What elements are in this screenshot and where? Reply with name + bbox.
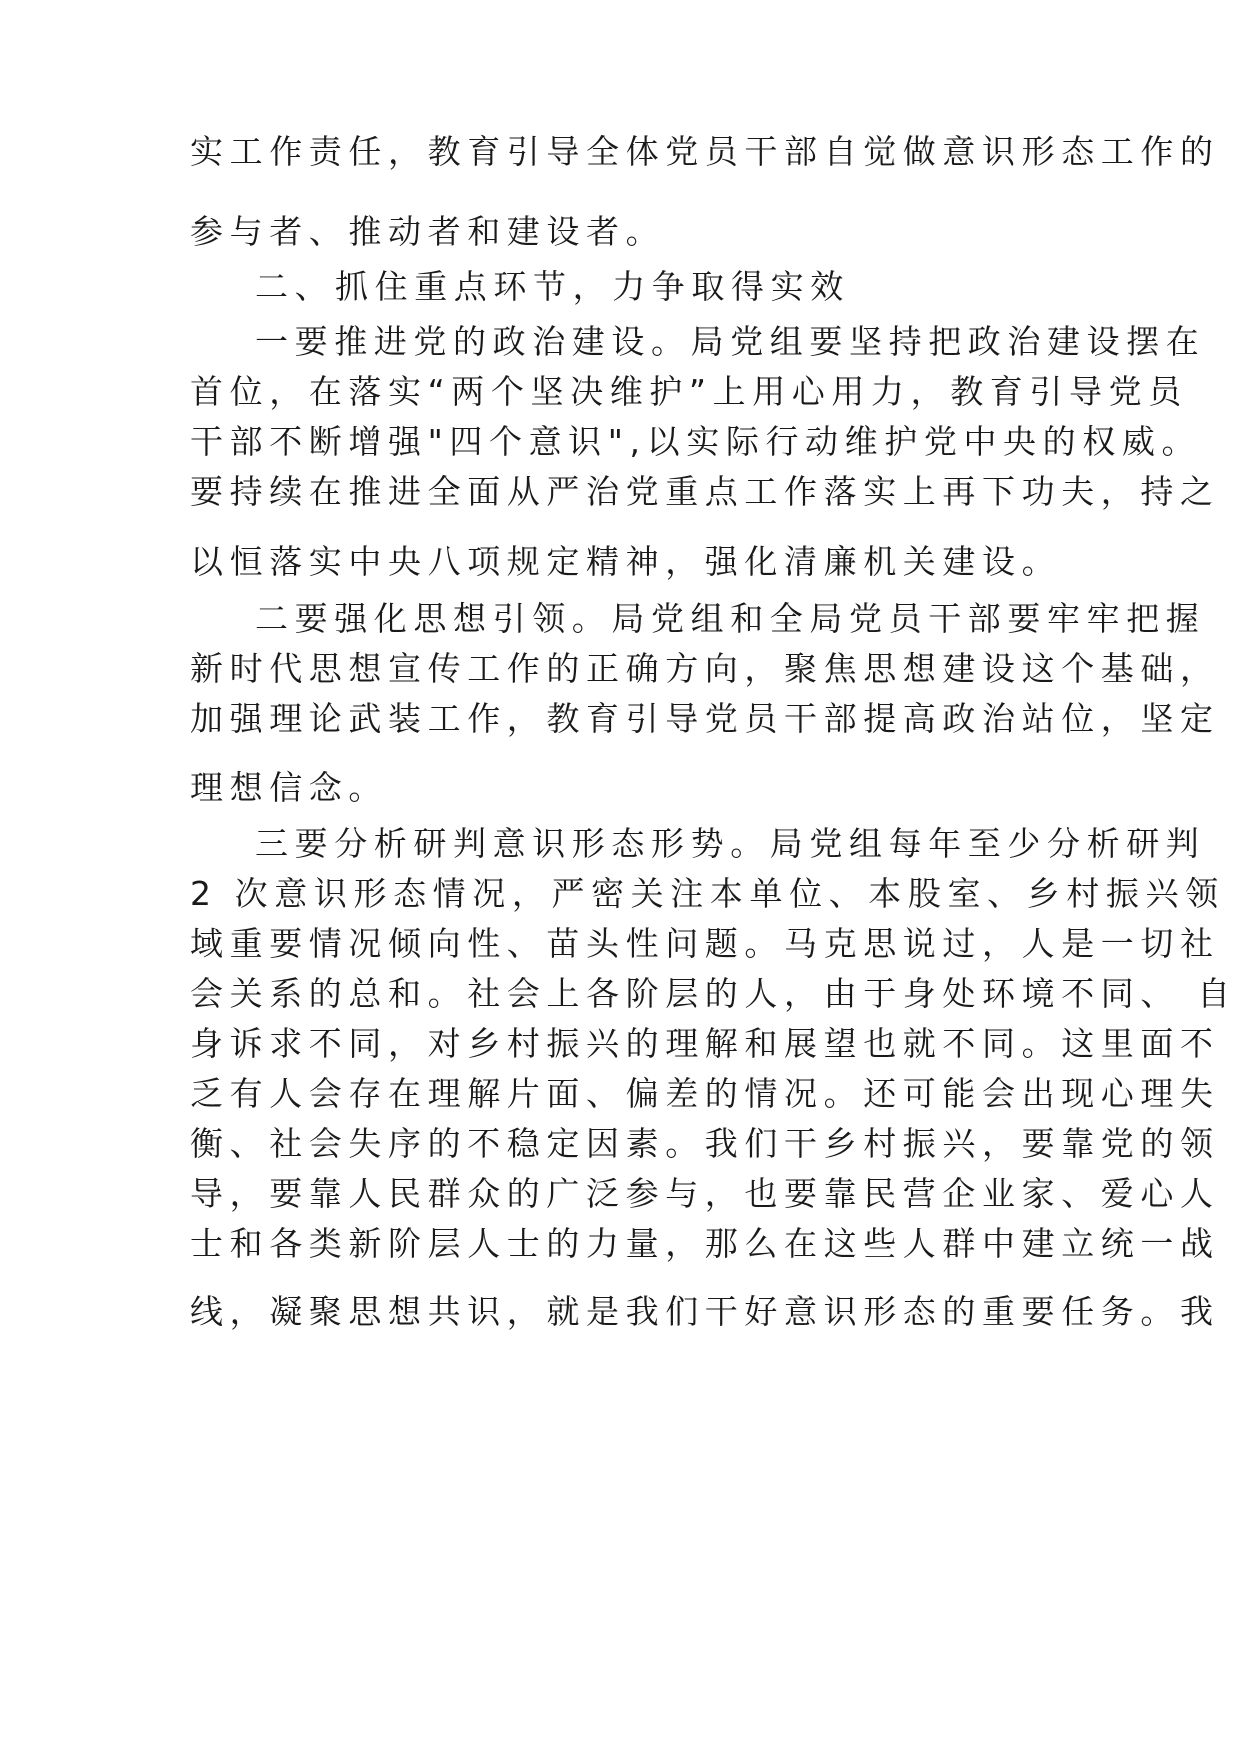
body-text-line: 干部不断增强"四个意识",以实际行动维护党中央的权威。 — [190, 422, 1202, 461]
body-text-line: 首位，在落实“两个坚决维护”上用心用力，教育引导党员 — [190, 372, 1188, 411]
body-text-line: 衡、社会失序的不稳定因素。我们干乡村振兴，要靠党的领 — [190, 1124, 1220, 1163]
section-number: 二、 — [255, 267, 335, 306]
section-title: 抓住重点环节，力争取得实效 — [335, 267, 850, 306]
body-text-line: 加强理论武装工作，教育引导党员干部提高政治站位，坚定 — [190, 699, 1220, 738]
body-text-line: 士和各类新阶层人士的力量，那么在这些人群中建立统一战 — [190, 1224, 1220, 1263]
body-text-line: 要持续在推进全面从严治党重点工作落实上再下功夫，持之 — [190, 472, 1220, 511]
paragraph-first-line: 二要强化思想引领。局党组和全局党员干部要牢牢把握 — [255, 599, 1206, 638]
body-text-line: 2 次意识形态情况，严密关注本单位、本股室、乡村振兴领 — [190, 874, 1225, 913]
body-text-line: 实工作责任，教育引导全体党员干部自觉做意识形态工作的 — [190, 132, 1220, 171]
paragraph-first-line: 三要分析研判意识形态形势。局党组每年至少分析研判 — [255, 824, 1206, 863]
body-text-line: 导，要靠人民群众的广泛参与，也要靠民营企业家、爱心人 — [190, 1174, 1220, 1213]
paragraph-first-line: 一要推进党的政治建设。局党组要坚持把政治建设摆在 — [255, 322, 1206, 361]
body-text-line: 域重要情况倾向性、苗头性问题。马克思说过，人是一切社 — [190, 924, 1220, 963]
body-text-line: 新时代思想宣传工作的正确方向，聚焦思想建设这个基础， — [190, 649, 1220, 688]
body-text-line: 以恒落实中央八项规定精神，强化清廉机关建设。 — [190, 542, 1062, 581]
body-text-line: 参与者、推动者和建设者。 — [190, 212, 666, 251]
body-text-line: 会关系的总和。社会上各阶层的人，由于身处环境不同、 自 — [190, 974, 1237, 1013]
body-text-line: 身诉求不同，对乡村振兴的理解和展望也就不同。这里面不 — [190, 1024, 1220, 1063]
body-text-line: 理想信念。 — [190, 768, 388, 807]
section-heading — [255, 265, 1115, 309]
body-text-line: 乏有人会存在理解片面、偏差的情况。还可能会出现心理失 — [190, 1074, 1220, 1113]
body-text-line: 线，凝聚思想共识，就是我们干好意识形态的重要任务。我 — [190, 1292, 1220, 1331]
